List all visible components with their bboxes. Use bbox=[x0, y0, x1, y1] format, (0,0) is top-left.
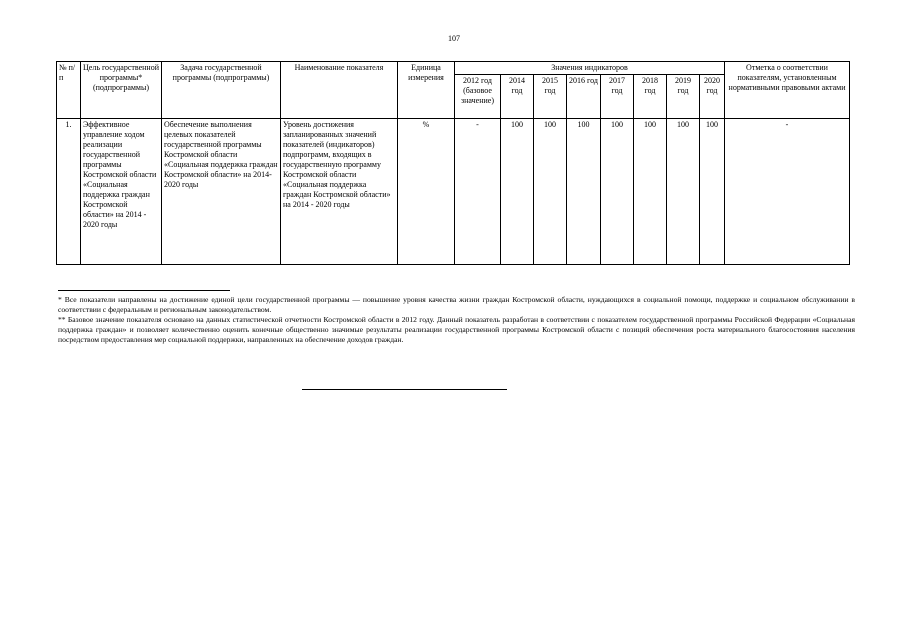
header-task: Задача государственной программы (подпрограммы) bbox=[162, 62, 281, 119]
header-unit: Единица измерения bbox=[398, 62, 455, 119]
cell-year-value: 100 bbox=[567, 119, 601, 265]
cell-year-value: 100 bbox=[534, 119, 567, 265]
footnote-2: ** Базовое значение показателя основано на данных статистической отчетности Костромской области в 2012 году. Данный показатель разработан в соответствии с показателем государственной программы Российской Федерации «Социальная поддержка граждан» и позволяет количественно оценить конечные общественно значимые результаты реализации государственной программы Костромской области с позиций обеспечения роста материального благосостояния населения посредством предоставления мер социальной поддержки, направленных на обеспечение доходов граждан. bbox=[58, 315, 855, 344]
header-values-group: Значения индикаторов bbox=[455, 62, 725, 75]
end-divider bbox=[302, 389, 507, 390]
cell-num: 1. bbox=[57, 119, 81, 265]
indicators-table bbox=[56, 61, 850, 265]
table-row bbox=[57, 119, 850, 265]
header-row-1 bbox=[57, 62, 850, 75]
header-year: 2014 год bbox=[501, 75, 534, 119]
cell-unit: % bbox=[398, 119, 455, 265]
cell-year-value: 100 bbox=[700, 119, 725, 265]
header-year: 2019 год bbox=[667, 75, 700, 119]
header-year: 2020 год bbox=[700, 75, 725, 119]
cell-indicator: Уровень достижения запланированных значений показателей (индикаторов) подпрограмм, входящих в государственную программу Костромской области «Социальная поддержка граждан Костромской области» на 2014 - 2020 годы bbox=[281, 119, 398, 265]
cell-base-value: - bbox=[455, 119, 501, 265]
header-indicator: Наименование показателя bbox=[281, 62, 398, 119]
footnote-1: * Все показатели направлены на достижение единой цели государственной программы — повышение уровня качества жизни граждан Костромской области, нуждающихся в социальной помощи, поддержке и социальном обслуживании в соответствии с федеральным и региональным законодательством. bbox=[58, 295, 855, 314]
cell-year-value: 100 bbox=[634, 119, 667, 265]
header-num: № п/п bbox=[57, 62, 81, 119]
footnotes bbox=[58, 295, 855, 345]
header-goal: Цель государственной программы* (подпрограммы) bbox=[81, 62, 162, 119]
footnote-divider bbox=[58, 290, 230, 291]
page-number: 107 bbox=[448, 34, 460, 43]
cell-year-value: 100 bbox=[601, 119, 634, 265]
cell-year-value: 100 bbox=[667, 119, 700, 265]
cell-compliance: - bbox=[725, 119, 850, 265]
cell-task: Обеспечение выполнения целевых показателей государственной программы Костромской области «Социальная поддержка граждан Костромской области» на 2014-2020 годы bbox=[162, 119, 281, 265]
header-year: 2017 год bbox=[601, 75, 634, 119]
header-year: 2015 год bbox=[534, 75, 567, 119]
cell-goal: Эффективное управление ходом реализации государственной программы Костромской области «Социальная поддержка граждан Костромской области» на 2014 - 2020 годы bbox=[81, 119, 162, 265]
header-base-year: 2012 год (базовое значение) bbox=[455, 75, 501, 119]
header-compliance: Отметка о соответствии показателям, установленным нормативными правовыми актами bbox=[725, 62, 850, 119]
cell-year-value: 100 bbox=[501, 119, 534, 265]
header-year: 2018 год bbox=[634, 75, 667, 119]
header-year: 2016 год bbox=[567, 75, 601, 119]
